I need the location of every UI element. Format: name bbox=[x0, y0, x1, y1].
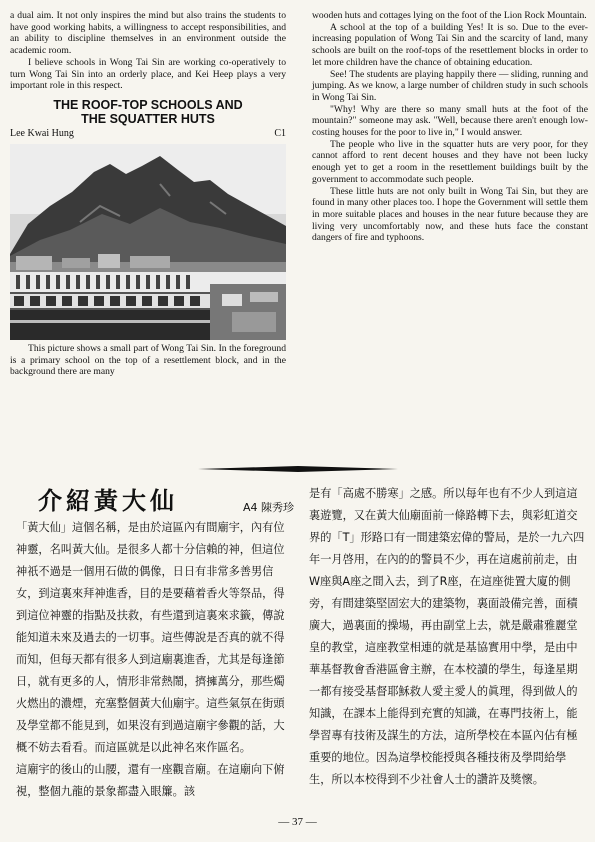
right-paragraph: A school at the top of a building Yes! It is so. Due to the ever-increasing population of Wong Tai Sin and the scarcity of land, many schools are built on the roof-tops of the resettlement blocks in order to let more children have the chance of obtaining education. bbox=[312, 21, 588, 68]
chinese-byline: A4 陳秀珍 bbox=[242, 501, 294, 514]
article-title-line: THE SQUATTER HUTS bbox=[81, 111, 215, 126]
chinese-title: 介紹黃大仙 bbox=[38, 487, 178, 515]
left-paragraph: a dual aim. It not only inspires the mind but also trains the students to have good working habits, a willingness to accept responsibilities, and an ability to discipline themselves in an environment outside the academic room. bbox=[10, 10, 286, 57]
section-divider bbox=[198, 466, 398, 472]
right-english-column bbox=[312, 10, 588, 244]
author-class: C1 bbox=[274, 127, 286, 139]
byline bbox=[10, 128, 286, 140]
article-title-line: THE ROOF-TOP SCHOOLS AND bbox=[53, 97, 243, 112]
chinese-paragraph: 這廟宇的後山的山腰，還有一座觀音廟。在這廟向下俯視，整個九龍的景象都盡入眼簾。該 bbox=[16, 763, 285, 798]
page-number: — 37 — bbox=[278, 816, 317, 828]
right-paragraph: The people who live in the squatter huts are very poor, for they cannot afford to rent decent houses and they have not been lucky enough yet to get a room in the resettlement buildings built by the government to accommodate such people. bbox=[312, 138, 588, 185]
chinese-paragraph: 是有「高處不勝寒」之感。所以每年也有不少人到這這裏遊覽，又在黃大仙廟面前一條路轉下去，與彩虹道交界的「T」形路口有一間建築宏偉的警局，是於一九六四年一月啓用，在內的的警員不少，再在這處前前走，由W座與A座之間入去，到了R座，在這座徙置大廈的側旁，有間建築堅固宏大的建築物，裏面設備完善，面積廣大，過裏面的操場，再由副堂上去，就是嚴肅雅麗堂皇的教堂，這座教堂相連的就是基協實用中學，是由中華基督教會香港區會主辦，在本校讀的學生，每逢星期一都有接受基督耶穌救人愛主愛人的眞理，得到做人的知識，在課本上能得到充實的知識，在專門技術上，能學習專有技術及謀生的方法，這所學校在本區內佔有極重要的地位。因為這學校能授與各種技術及學問給學生，所以本校得到不少社會人士的讚許及獎懷。 bbox=[309, 487, 585, 786]
wong-tai-sin-photo bbox=[10, 144, 286, 340]
left-english-column bbox=[10, 10, 286, 378]
right-paragraph: "Why! Why are there so many small huts at the foot of the mountain?" someone may ask. "Well, because there aren't enough low-costing houses for the poor to live in," I would answer. bbox=[312, 103, 588, 139]
right-paragraph: wooden huts and cottages lying on the foot of the Lion Rock Mountain. bbox=[312, 10, 587, 21]
right-paragraph: See! The students are playing happily there — sliding, running and jumping. As we know, a large number of children study in such schools in Wong Tai Sin. bbox=[312, 68, 588, 103]
chinese-paragraph: 「黃大仙」這個名稱，是由於這區內有間廟宇，內有位神靈，名叫黃大仙。是很多人都十分信賴的神，但這位神祇不過是一個用石做的偶像，日日有非常多善男信女，到這裏來拜神進香，目的是要藉着香火等祭品，得到這位神靈的指點及扶救，有些還到這裏來求籤，傳說能知道未來及過去的一切事。這些傳說是否真的就不得而知，但每天都有很多人到這廟裏進香，尤其是每逢節日，就有更多的人，情形非常熱鬧，擠擁萬分，那些燭火燃出的濃煙，充塞整個黃大仙廟宇。這些氣氛在街頭及學堂都不能見到，如果沒有到過這廟宇參觀的話，大概不妨去看看。而這區就是以此神名來作區名。 bbox=[16, 521, 285, 754]
article-title bbox=[10, 98, 286, 126]
photo-caption: This picture shows a small part of Wong Tai Sin. In the foreground is a primary school on the top of a resettlement block, and in the background there are many bbox=[10, 342, 286, 378]
chinese-heading bbox=[16, 483, 294, 515]
left-paragraph: I believe schools in Wong Tai Sin are working co-operatively to turn Wong Tai Sin into an orderly place, and Kei Heep plays a very important role in this respect. bbox=[10, 56, 286, 92]
chinese-right-column bbox=[309, 483, 585, 791]
right-paragraph: These little huts are not only built in Wong Tai Sin, but they are found in many other places too. I hope the Government will settle them in more suitable places and houses in the near future because they are living very uncomfortably now, and these huts face the constant dangers of fire and typhoons. bbox=[312, 185, 588, 244]
author-name: Lee Kwai Hung bbox=[10, 127, 74, 139]
chinese-left-column bbox=[16, 483, 294, 803]
